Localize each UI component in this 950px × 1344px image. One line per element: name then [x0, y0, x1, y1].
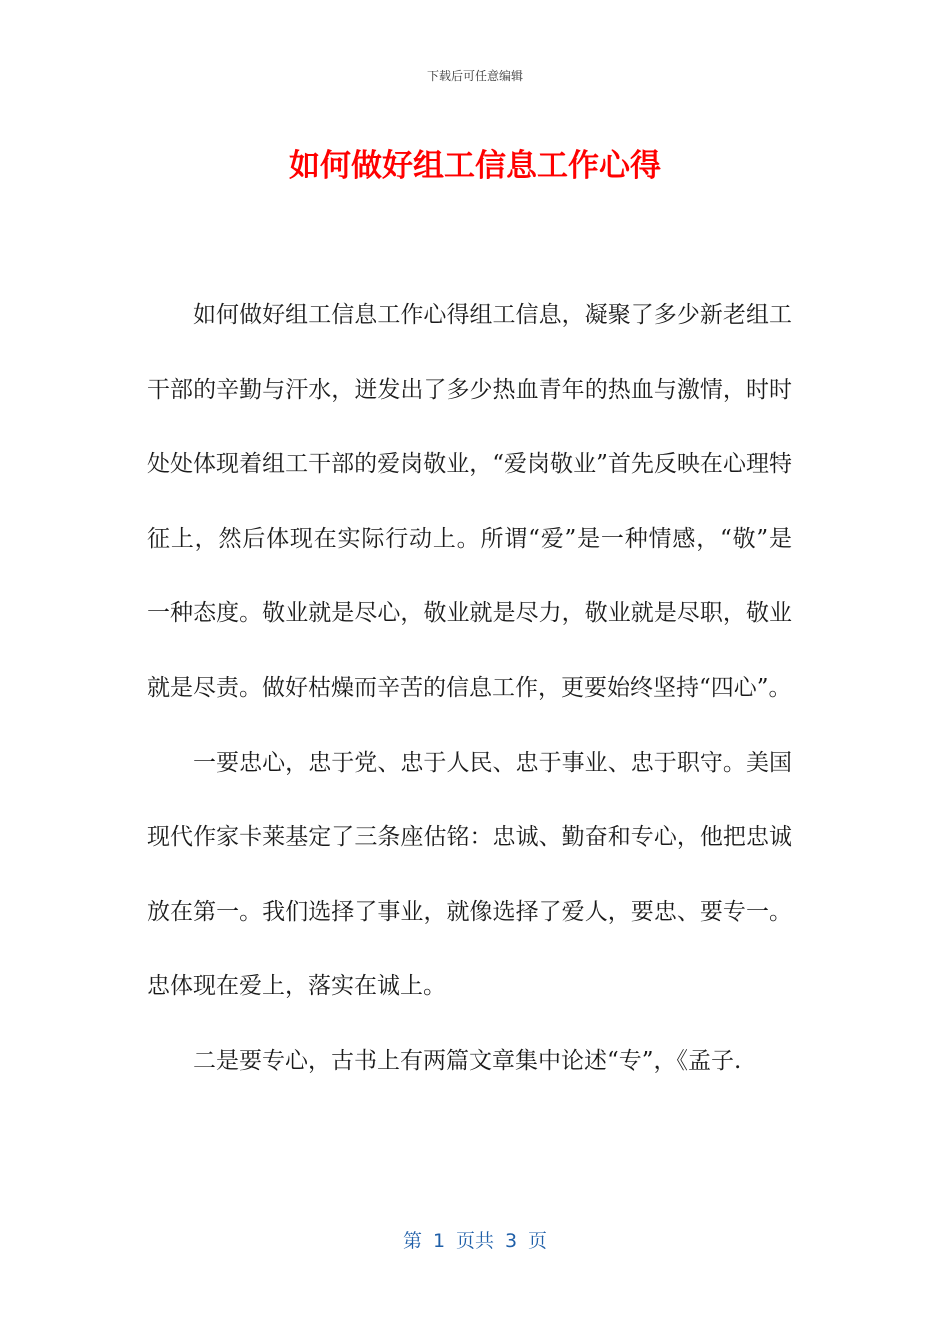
footer-label-page: 第 — [402, 1230, 422, 1252]
footer-current-page: 1 — [432, 1230, 446, 1252]
paragraph-2: 一要忠心，忠于党、忠于人民、忠于事业、忠于职守。美国现代作家卡莱基定了三条座估铭：忠诚、勤奋和专心，他把忠诚放在第一。我们选择了事业，就像选择了爱人，要忠、要专一。忠体现在爱上，落实在诚上。 — [147, 749, 792, 1000]
footer-label-total-prefix: 页共 — [455, 1230, 494, 1252]
paragraph-3: 二是要专心，古书上有两篇文章集中论述“专”，《孟子. — [193, 1047, 742, 1074]
page-footer — [0, 1226, 950, 1253]
document-body — [147, 278, 792, 1099]
paragraph-1: 如何做好组工信息工作心得组工信息，凝聚了多少新老组工干部的辛勤与汗水，迸发出了多少热血青年的热血与激情，时时处处体现着组工干部的爱岗敬业，“爱岗敬业”首先反映在心理特征上，然后体现在实际行动上。所谓“爱”是一种情感，“敬”是一种态度。敬业就是尽心，敬业就是尽力，敬业就是尽职，敬业就是尽责。做好枯燥而辛苦的信息工作，更要始终坚持“四心”。 — [147, 302, 792, 701]
footer-label-total-suffix: 页 — [528, 1230, 548, 1252]
document-title: 如何做好组工信息工作心得 — [289, 148, 661, 184]
footer-total-pages: 3 — [504, 1230, 518, 1252]
header-note: 下载后可任意编辑 — [426, 69, 523, 83]
